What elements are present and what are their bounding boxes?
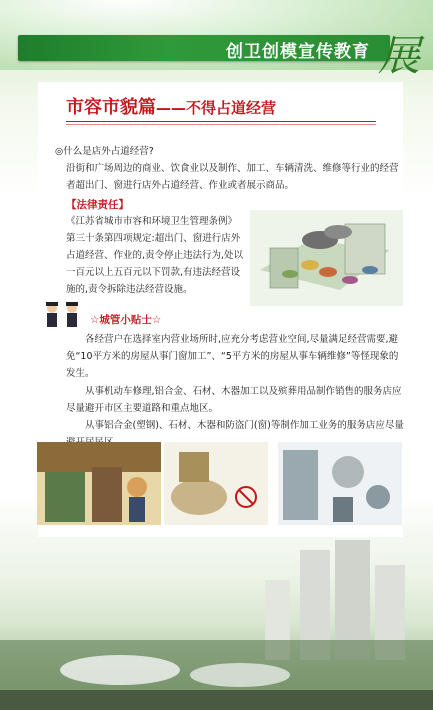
tip-paragraph-2: 从事机动车修理,铝合金、石材、木器加工以及殡葬用品制作销售的服务店应尽量避开市区主要道路和重点地区。 [66, 386, 402, 414]
officers-icon [40, 300, 85, 330]
banner-title: 创卫创模宣传教育 [226, 42, 370, 62]
tips-heading: ☆城管小贴士☆ [90, 314, 162, 326]
cartoon-image-1 [37, 442, 161, 525]
legal-heading: 【法律责任】 [66, 199, 129, 211]
banner-calligraphy-char: 展 [377, 31, 420, 80]
header-banner [18, 31, 420, 80]
title-underline-secondary [66, 124, 376, 125]
street-vendors-illustration [250, 210, 403, 306]
tip-paragraph-1: 各经营户在选择室内营业场所时,应充分考虑营业空间,尽量满足经营需要,避免“10平方米的房屋从事门窗加工”、“5平方米的房屋从事车辆维修”等怪现象的发生。 [66, 334, 399, 379]
cartoon-image-3 [278, 442, 402, 525]
question-text: ◎什么是店外占道经营? [55, 146, 154, 157]
tip-paragraph-3: 从事铝合金(塑钢)、石材、木器和防盗门(窗)等制作加工业务的服务店应尽量 [85, 420, 404, 431]
article-title-main: 市容市貌篇 [66, 97, 156, 118]
article-title [66, 93, 376, 119]
title-underline [66, 121, 376, 122]
legal-paragraph: 《江苏省城市市容和环境卫生管理条例》第三十条第四项规定:超出门、窗进行店外占道经营、作业的,责令停止违法行为,处以一百元以上五百元以下罚款,有违法经营设施的,责令拆除违法经营设施。 [66, 216, 244, 295]
answer-paragraph: 沿街和广场周边的商业、饮食业以及制作、加工、车辆清洗、维修等行业的经营者超出门、窗进行店外占道经营、作业或者展示商品。 [66, 163, 399, 191]
article-title-sub: ——不得占道经营 [156, 99, 277, 117]
city-fountain-background [0, 540, 433, 710]
cartoon-image-2 [164, 442, 268, 525]
